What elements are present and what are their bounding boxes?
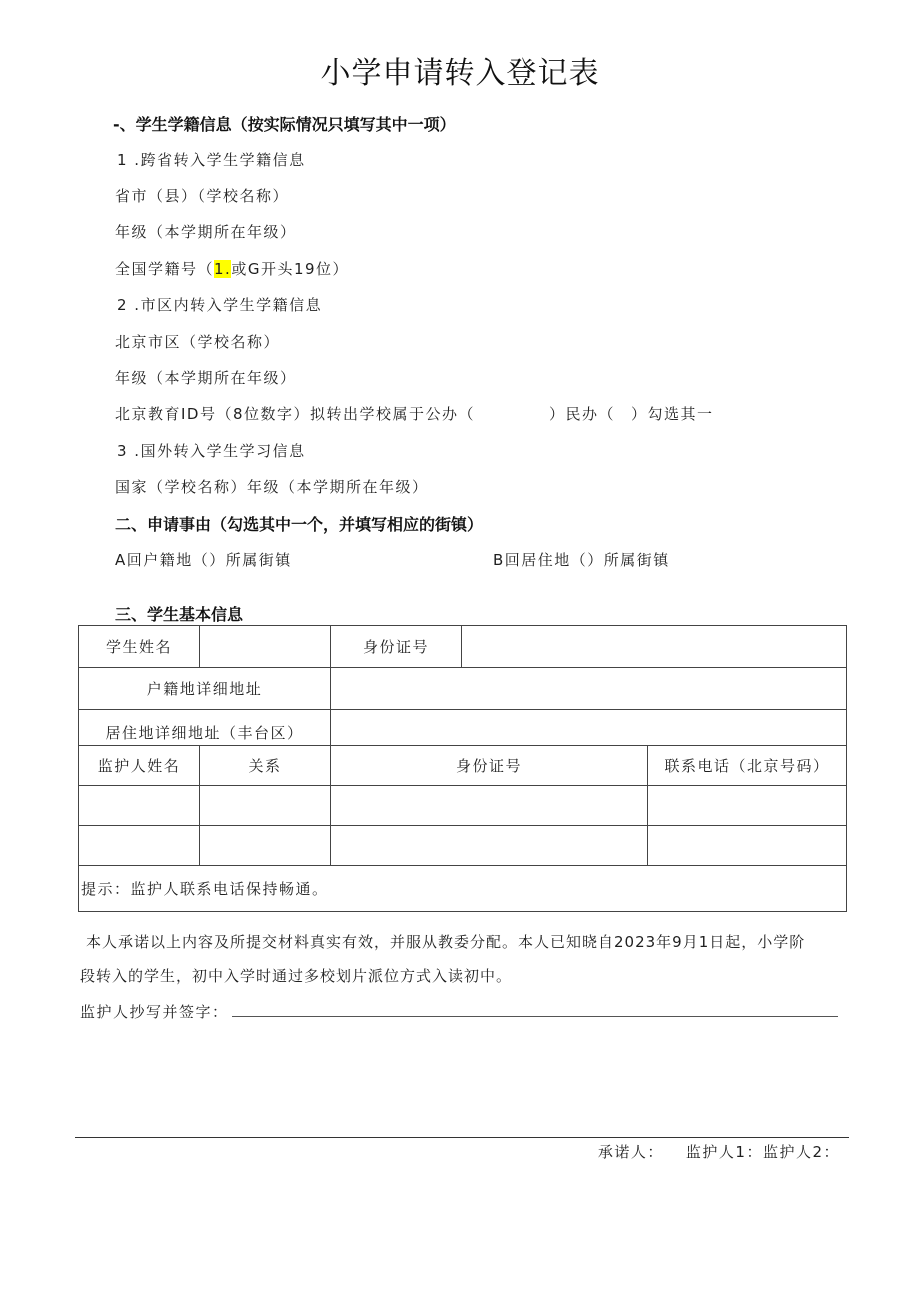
student-name-field[interactable] xyxy=(200,626,331,668)
phone-header: 联系电话（北京号码） xyxy=(648,746,847,786)
guardian1-signature-label[interactable]: 监护人1： xyxy=(685,1143,763,1161)
sub2-grade-line: 年级（本学期所在年级） xyxy=(115,369,297,387)
footer-divider xyxy=(75,1137,849,1138)
residence-address-label: 居住地详细地址（丰台区） xyxy=(79,710,331,746)
guardian-name-header: 监护人姓名 xyxy=(79,746,200,786)
guardian-row xyxy=(79,786,847,826)
student-name-label: 学生姓名 xyxy=(79,626,200,668)
sub2-id-part3: ）勾选其一 xyxy=(631,405,714,423)
sub2-id-part1: 北京教育ID号（8位数字）拟转出学校属于公办（ xyxy=(115,405,476,423)
sub1-heading: 1 .跨省转入学生学籍信息 xyxy=(117,151,306,169)
student-id-label: 身份证号 xyxy=(331,626,462,668)
sub2-id-line xyxy=(115,403,714,424)
relation-header: 关系 xyxy=(200,746,331,786)
student-id-field[interactable] xyxy=(462,626,847,668)
pledge-line-2: 段转入的学生，初中入学时通过多校划片派位方式入读初中。 xyxy=(80,967,513,985)
guardian-row xyxy=(79,826,847,866)
tip-text: 提示：监护人联系电话保持畅通。 xyxy=(79,866,847,912)
promiser-label: 承诺人： xyxy=(597,1143,664,1161)
section2-heading: 二、申请事由（勾选其中一个，并填写相应的街镇） xyxy=(115,515,484,534)
section3-heading: 三、学生基本信息 xyxy=(115,605,244,624)
guardian-id-header: 身份证号 xyxy=(331,746,648,786)
sub1-id-suffix: 或G开头19位） xyxy=(231,260,350,278)
sub3-line: 国家（学校名称）年级（本学期所在年级） xyxy=(115,478,429,496)
household-address-label: 户籍地详细地址 xyxy=(79,668,331,710)
guardian1-id-field[interactable] xyxy=(331,786,648,826)
sub1-school-line: 省市（县）（学校名称） xyxy=(115,187,290,205)
guardian1-relation-field[interactable] xyxy=(200,786,331,826)
residence-address-field[interactable] xyxy=(331,710,847,746)
highlighted-text: 1. xyxy=(214,260,232,278)
sub3-heading: 3 .国外转入学生学习信息 xyxy=(117,442,306,460)
signature-field[interactable] xyxy=(232,1016,838,1017)
guardian2-name-field[interactable] xyxy=(79,826,200,866)
section1-heading: -、学生学籍信息（按实际情况只填写其中一项） xyxy=(113,115,456,134)
pledge-text xyxy=(80,925,840,993)
sub1-id-line xyxy=(115,258,349,279)
guardian2-id-field[interactable] xyxy=(331,826,648,866)
option-a-household[interactable]: A回户籍地（）所属街镇 xyxy=(115,551,292,569)
guardian2-relation-field[interactable] xyxy=(200,826,331,866)
pledge-line-1: 本人承诺以上内容及所提交材料真实有效，并服从教委分配。本人已知晓自2023年9月1日起，小学阶 xyxy=(86,933,806,951)
sub2-heading: 2 .市区内转入学生学籍信息 xyxy=(117,296,323,314)
sub1-id-prefix: 全国学籍号（ xyxy=(115,260,215,278)
sub1-grade-line: 年级（本学期所在年级） xyxy=(115,223,297,241)
guardian1-phone-field[interactable] xyxy=(648,786,847,826)
sub2-id-part2: ）民办（ xyxy=(549,405,616,423)
student-info-table xyxy=(78,625,847,912)
household-address-field[interactable] xyxy=(331,668,847,710)
guardian2-phone-field[interactable] xyxy=(648,826,847,866)
sub2-school-line: 北京市区（学校名称） xyxy=(115,333,281,351)
guardian2-signature-label[interactable]: 监护人2： xyxy=(762,1143,840,1161)
sign-label: 监护人抄写并签字： xyxy=(80,1003,229,1021)
guardian1-name-field[interactable] xyxy=(79,786,200,826)
form-title: 小学申请转入登记表 xyxy=(320,56,600,91)
option-b-residence[interactable]: B回居住地（）所属街镇 xyxy=(493,551,670,569)
footer-signatures xyxy=(598,1141,840,1162)
